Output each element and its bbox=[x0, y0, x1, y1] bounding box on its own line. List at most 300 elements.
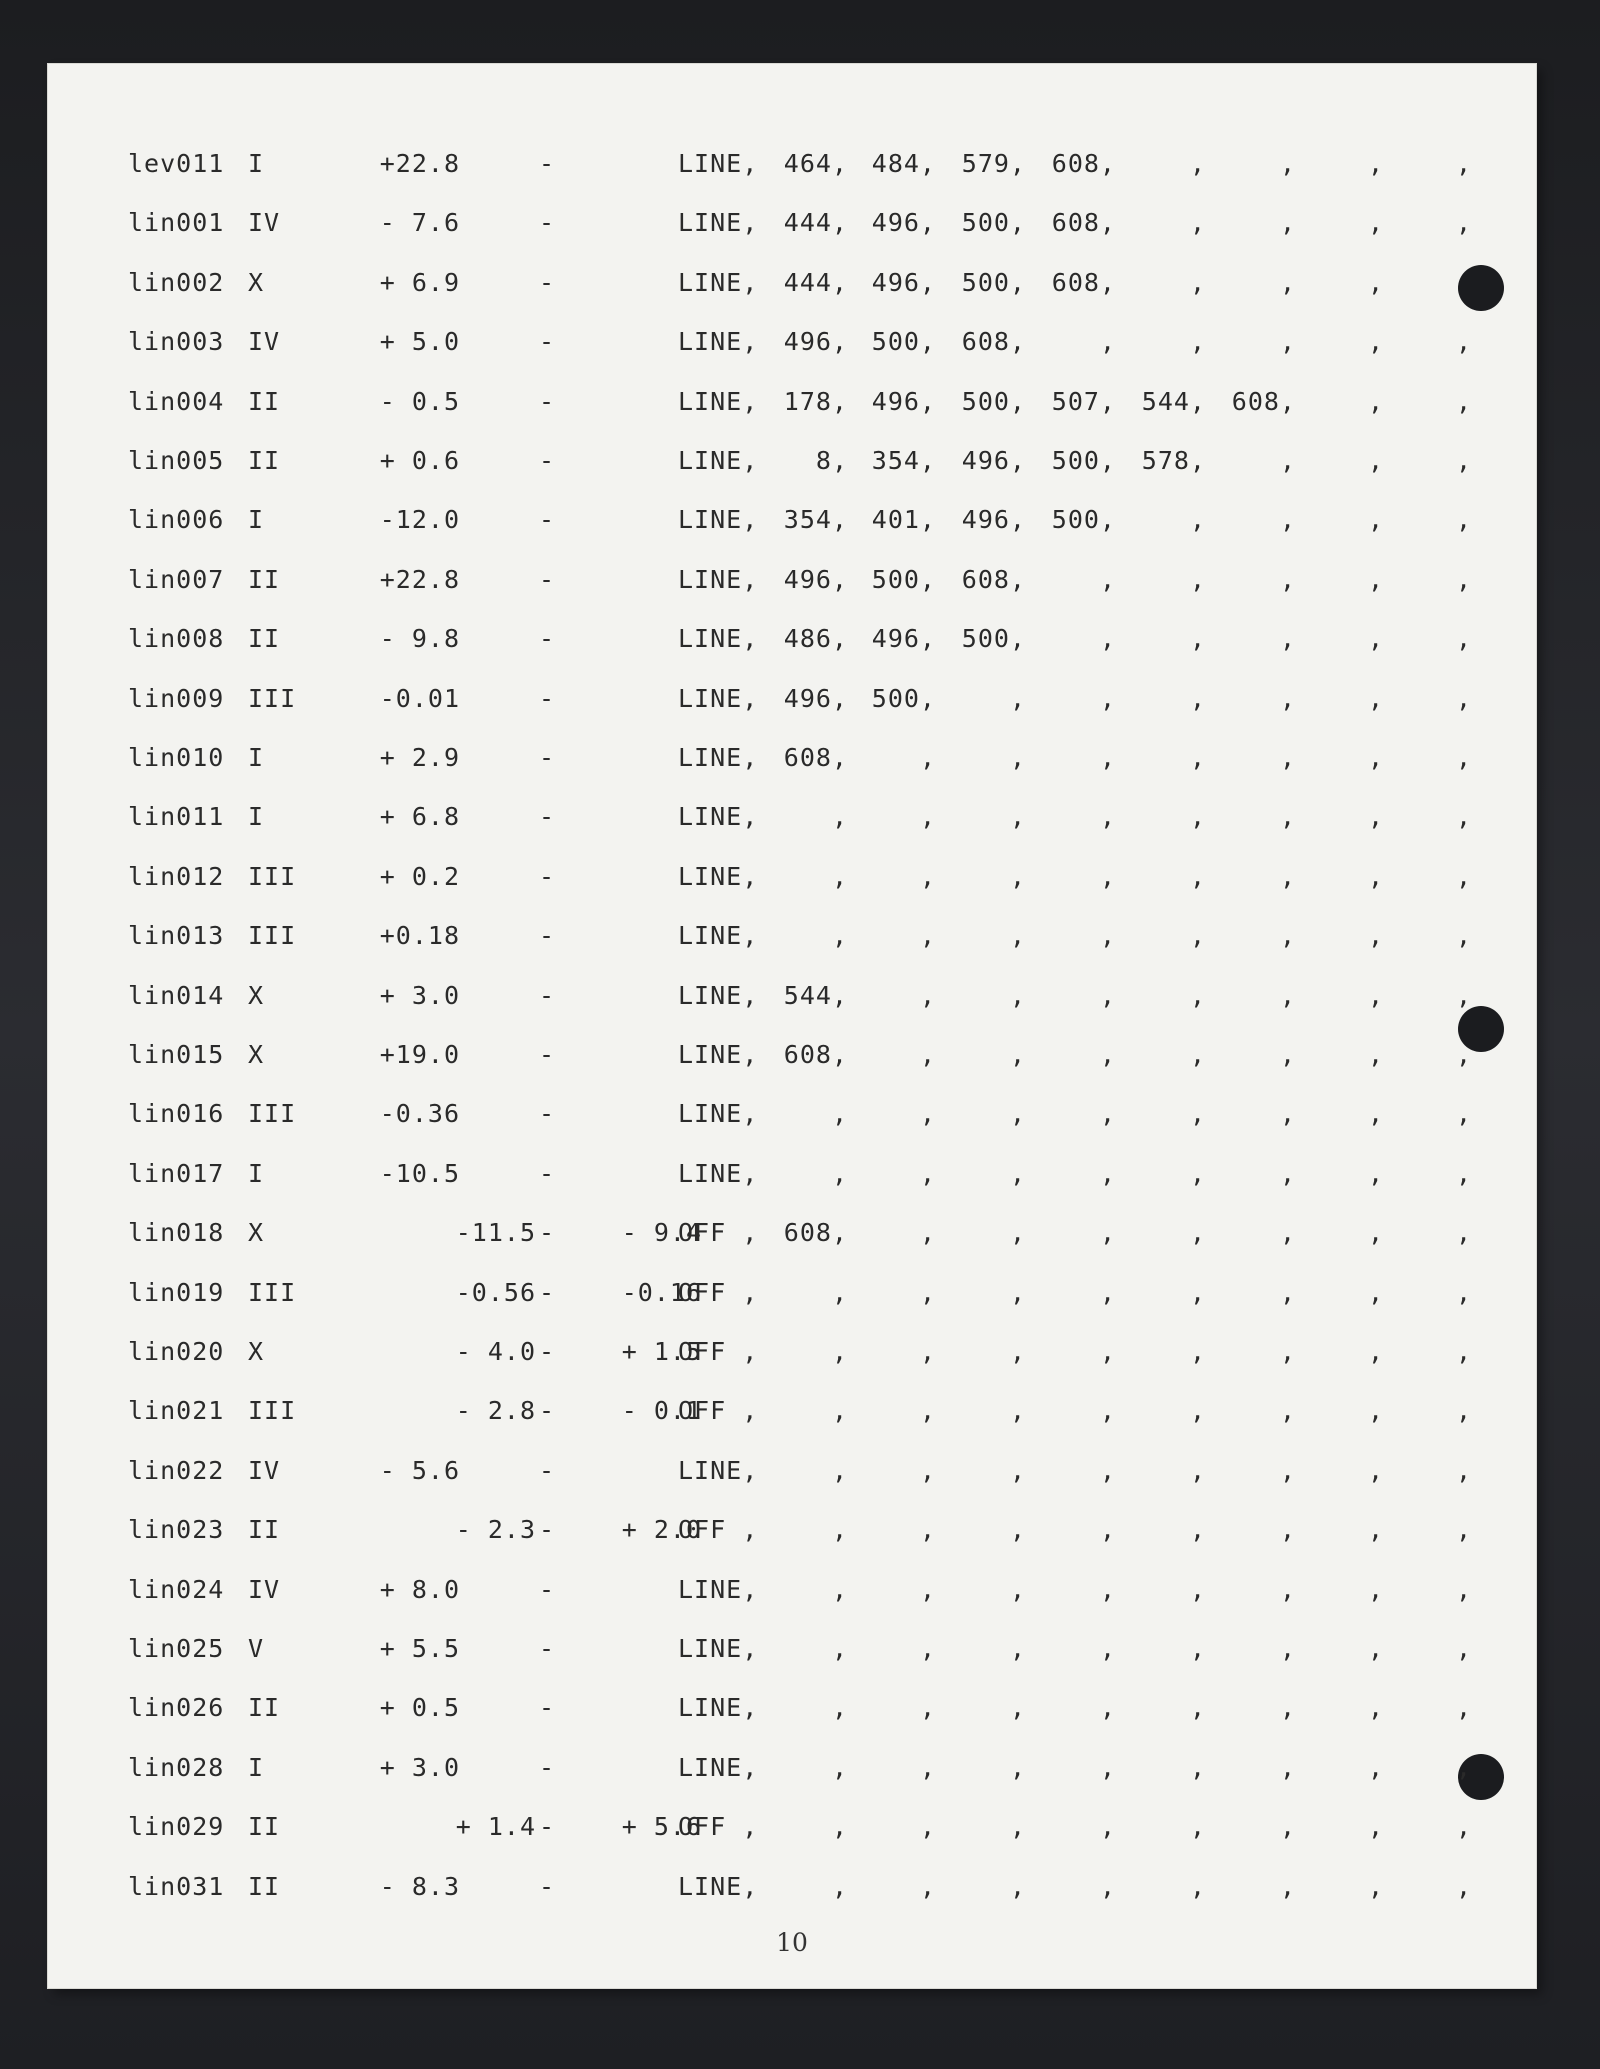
line-mode: LINE, bbox=[678, 1574, 759, 1604]
channel-cell: , bbox=[1009, 1812, 1026, 1842]
line-class: III bbox=[248, 861, 297, 891]
channel-cell: , bbox=[919, 1218, 936, 1248]
channel-cell: 500, bbox=[961, 208, 1026, 238]
channel-cell: , bbox=[1009, 1871, 1026, 1901]
channel-cell: , bbox=[1099, 1337, 1116, 1366]
line-class: II bbox=[248, 564, 281, 594]
channel-cell: , bbox=[1279, 624, 1296, 654]
channel-cell: 608, bbox=[783, 743, 848, 772]
channel-cell: , bbox=[1189, 267, 1206, 297]
channel-cell: , bbox=[1455, 149, 1472, 178]
channel-cell: , bbox=[1189, 327, 1206, 357]
line-mode: LINE, bbox=[678, 1099, 759, 1129]
channel-cell: 608, bbox=[1051, 149, 1116, 178]
line-id: lin003 bbox=[128, 327, 225, 357]
table-row bbox=[48, 443, 1536, 479]
channel-cell: , bbox=[1009, 1337, 1026, 1366]
line-id: lin004 bbox=[128, 386, 225, 416]
table-row bbox=[48, 1631, 1536, 1667]
channel-cell: , bbox=[831, 1574, 848, 1604]
line-id: lev011 bbox=[128, 149, 225, 178]
channel-cell: , bbox=[1279, 1693, 1296, 1723]
line-class: II bbox=[248, 624, 281, 654]
channel-cell: , bbox=[1279, 1812, 1296, 1842]
channel-cell: , bbox=[1279, 1099, 1296, 1129]
channel-cell: , bbox=[831, 1158, 848, 1188]
channel-cell: , bbox=[919, 1871, 936, 1901]
line-class: II bbox=[248, 1515, 281, 1545]
line-value: +19.0 bbox=[379, 1040, 460, 1069]
channel-cell: , bbox=[1367, 1158, 1384, 1188]
channel-cell: 354, bbox=[783, 505, 848, 535]
channel-cell: , bbox=[1279, 1515, 1296, 1545]
channel-cell: , bbox=[1367, 1871, 1384, 1901]
table-row bbox=[48, 1215, 1536, 1251]
table-row bbox=[48, 1393, 1536, 1429]
channel-cell: , bbox=[1367, 1634, 1384, 1663]
range-dash: - bbox=[538, 980, 556, 1010]
range-dash: - bbox=[538, 1277, 556, 1307]
channel-cell: 496, bbox=[871, 386, 936, 416]
channel-cell: , bbox=[1367, 921, 1384, 951]
channel-cell: , bbox=[1189, 1693, 1206, 1723]
channel-cell: 507, bbox=[1051, 386, 1116, 416]
channel-cell: , bbox=[1279, 802, 1296, 832]
table-row bbox=[48, 205, 1536, 241]
range-dash: - bbox=[538, 683, 556, 713]
channel-cell: , bbox=[831, 1455, 848, 1485]
channel-cell: , bbox=[1189, 208, 1206, 238]
channel-cell: , bbox=[831, 1634, 848, 1663]
line-mode: LINE, bbox=[678, 1634, 759, 1663]
channel-cell: 500, bbox=[871, 683, 936, 713]
channel-cell: , bbox=[1367, 1574, 1384, 1604]
line-value: + 5.0 bbox=[379, 327, 460, 357]
table-row bbox=[48, 1690, 1536, 1726]
channel-cell: 500, bbox=[961, 624, 1026, 654]
channel-cell: , bbox=[1455, 1396, 1472, 1426]
channel-cell: , bbox=[1367, 1693, 1384, 1723]
channel-cell: 178, bbox=[783, 386, 848, 416]
line-value: -12.0 bbox=[379, 505, 460, 535]
channel-cell: 496, bbox=[783, 564, 848, 594]
line-value: - 5.6 bbox=[379, 1455, 460, 1485]
channel-cell: , bbox=[1367, 267, 1384, 297]
line-class: II bbox=[248, 1693, 281, 1723]
channel-cell: , bbox=[1099, 861, 1116, 891]
channel-cell: , bbox=[1455, 1218, 1472, 1248]
channel-cell: , bbox=[1189, 1158, 1206, 1188]
line-value: - 8.3 bbox=[379, 1871, 460, 1901]
table-row bbox=[48, 1869, 1536, 1905]
range-dash: - bbox=[538, 1218, 556, 1248]
line-class: IV bbox=[248, 1455, 281, 1485]
channel-cell: , bbox=[1455, 1871, 1472, 1901]
range-dash: - bbox=[538, 564, 556, 594]
line-mode: LINE, bbox=[678, 743, 759, 772]
channel-cell: , bbox=[1367, 446, 1384, 475]
line-mode: OFF , bbox=[678, 1277, 759, 1307]
channel-cell: 500, bbox=[961, 386, 1026, 416]
range-low: -11.5 bbox=[455, 1218, 536, 1248]
channel-cell: , bbox=[1099, 1752, 1116, 1782]
channel-cell: , bbox=[919, 1574, 936, 1604]
channel-cell: , bbox=[1367, 1515, 1384, 1545]
channel-cell: , bbox=[1455, 861, 1472, 891]
channel-cell: , bbox=[1099, 1277, 1116, 1307]
document-page bbox=[48, 64, 1536, 1988]
channel-cell: , bbox=[831, 1515, 848, 1545]
table-row bbox=[48, 1512, 1536, 1548]
channel-cell: , bbox=[1099, 1396, 1116, 1426]
range-dash: - bbox=[538, 861, 556, 891]
channel-cell: 496, bbox=[961, 505, 1026, 535]
line-id: lin017 bbox=[128, 1158, 225, 1188]
table-row bbox=[48, 1156, 1536, 1192]
channel-cell: , bbox=[1455, 1634, 1472, 1663]
line-mode: LINE, bbox=[678, 1693, 759, 1723]
line-value: +22.8 bbox=[379, 149, 460, 178]
channel-cell: , bbox=[1099, 921, 1116, 951]
range-dash: - bbox=[538, 1158, 556, 1188]
channel-cell: 496, bbox=[871, 267, 936, 297]
line-class: I bbox=[248, 743, 265, 772]
channel-cell: 496, bbox=[871, 624, 936, 654]
line-id: lin016 bbox=[128, 1099, 225, 1129]
channel-cell: , bbox=[1099, 1634, 1116, 1663]
channel-cell: , bbox=[1455, 564, 1472, 594]
channel-cell: , bbox=[1279, 1634, 1296, 1663]
line-id: lin024 bbox=[128, 1574, 225, 1604]
channel-cell: 608, bbox=[1051, 208, 1116, 238]
table-row bbox=[48, 324, 1536, 360]
range-low: - 2.3 bbox=[455, 1515, 536, 1545]
channel-cell: , bbox=[1189, 564, 1206, 594]
table-row bbox=[48, 1453, 1536, 1489]
line-value: +0.18 bbox=[379, 921, 460, 951]
range-dash: - bbox=[538, 1040, 556, 1069]
channel-cell: , bbox=[1189, 1277, 1206, 1307]
line-class: V bbox=[248, 1634, 265, 1663]
channel-cell: , bbox=[1455, 1693, 1472, 1723]
channel-cell: , bbox=[1367, 327, 1384, 357]
channel-cell: , bbox=[1455, 1574, 1472, 1604]
channel-cell: , bbox=[1009, 1455, 1026, 1485]
channel-cell: 608, bbox=[783, 1218, 848, 1248]
line-mode: LINE, bbox=[678, 683, 759, 713]
range-dash: - bbox=[538, 1396, 556, 1426]
line-id: lin026 bbox=[128, 1693, 225, 1723]
line-value: + 6.9 bbox=[379, 267, 460, 297]
channel-cell: , bbox=[1189, 1515, 1206, 1545]
line-id: lin015 bbox=[128, 1040, 225, 1069]
channel-cell: , bbox=[1279, 446, 1296, 475]
channel-cell: , bbox=[1009, 1099, 1026, 1129]
channel-cell: , bbox=[1279, 1752, 1296, 1782]
channel-cell: , bbox=[1189, 743, 1206, 772]
channel-cell: , bbox=[1455, 1752, 1472, 1782]
channel-cell: , bbox=[831, 861, 848, 891]
channel-cell: 401, bbox=[871, 505, 936, 535]
channel-cell: , bbox=[919, 1812, 936, 1842]
channel-cell: 500, bbox=[871, 327, 936, 357]
channel-cell: , bbox=[1455, 1515, 1472, 1545]
channel-cell: , bbox=[1455, 1812, 1472, 1842]
range-dash: - bbox=[538, 505, 556, 535]
table-row bbox=[48, 1572, 1536, 1608]
channel-cell: , bbox=[1279, 1871, 1296, 1901]
channel-cell: , bbox=[1367, 743, 1384, 772]
channel-cell: , bbox=[1279, 980, 1296, 1010]
channel-cell: 579, bbox=[961, 149, 1026, 178]
line-value: + 0.5 bbox=[379, 1693, 460, 1723]
channel-cell: , bbox=[1367, 1099, 1384, 1129]
channel-cell: , bbox=[919, 743, 936, 772]
channel-cell: , bbox=[1099, 1693, 1116, 1723]
range-dash: - bbox=[538, 1871, 556, 1901]
line-value: +22.8 bbox=[379, 564, 460, 594]
table-row bbox=[48, 621, 1536, 657]
channel-cell: , bbox=[831, 1812, 848, 1842]
line-id: lin002 bbox=[128, 267, 225, 297]
channel-cell: , bbox=[1279, 1218, 1296, 1248]
table-row bbox=[48, 978, 1536, 1014]
table-row bbox=[48, 1037, 1536, 1073]
line-mode: LINE, bbox=[678, 505, 759, 535]
channel-cell: , bbox=[1189, 1871, 1206, 1901]
channel-cell: , bbox=[1279, 1040, 1296, 1069]
channel-cell: , bbox=[1009, 1515, 1026, 1545]
channel-cell: 444, bbox=[783, 267, 848, 297]
range-high: + 1.5 bbox=[621, 1337, 702, 1366]
line-value: -10.5 bbox=[379, 1158, 460, 1188]
channel-cell: 500, bbox=[1051, 505, 1116, 535]
channel-cell: 578, bbox=[1141, 446, 1206, 475]
channel-cell: , bbox=[1099, 564, 1116, 594]
channel-cell: , bbox=[1009, 1158, 1026, 1188]
channel-cell: , bbox=[1367, 149, 1384, 178]
channel-cell: , bbox=[1189, 1040, 1206, 1069]
line-value: + 2.9 bbox=[379, 743, 460, 772]
channel-cell: , bbox=[1009, 1396, 1026, 1426]
channel-cell: , bbox=[831, 921, 848, 951]
channel-cell: , bbox=[1189, 1396, 1206, 1426]
channel-cell: , bbox=[1189, 980, 1206, 1010]
table-row bbox=[48, 1275, 1536, 1311]
line-class: X bbox=[248, 980, 265, 1010]
channel-cell: 484, bbox=[871, 149, 936, 178]
channel-cell: , bbox=[1009, 683, 1026, 713]
channel-cell: , bbox=[1367, 1277, 1384, 1307]
range-dash: - bbox=[538, 1634, 556, 1663]
channel-cell: , bbox=[1099, 1515, 1116, 1545]
line-id: lin020 bbox=[128, 1337, 225, 1366]
channel-cell: , bbox=[1455, 1337, 1472, 1366]
channel-cell: , bbox=[1189, 1574, 1206, 1604]
line-value: + 8.0 bbox=[379, 1574, 460, 1604]
range-dash: - bbox=[538, 1574, 556, 1604]
line-class: X bbox=[248, 1040, 265, 1069]
line-class: II bbox=[248, 386, 281, 416]
range-dash: - bbox=[538, 149, 556, 178]
channel-cell: , bbox=[1367, 1040, 1384, 1069]
channel-cell: 608, bbox=[961, 564, 1026, 594]
channel-cell: 608, bbox=[783, 1040, 848, 1069]
channel-cell: , bbox=[831, 1871, 848, 1901]
channel-cell: , bbox=[1367, 1337, 1384, 1366]
line-mode: OFF , bbox=[678, 1396, 759, 1426]
channel-cell: , bbox=[1455, 743, 1472, 772]
line-mode: LINE, bbox=[678, 267, 759, 297]
channel-cell: , bbox=[1279, 921, 1296, 951]
channel-cell: , bbox=[1099, 802, 1116, 832]
channel-cell: , bbox=[831, 1752, 848, 1782]
line-mode: LINE, bbox=[678, 980, 759, 1010]
channel-cell: , bbox=[919, 1515, 936, 1545]
channel-cell: , bbox=[1189, 1099, 1206, 1129]
line-class: I bbox=[248, 1752, 265, 1782]
channel-cell: , bbox=[831, 1396, 848, 1426]
channel-cell: , bbox=[1099, 1871, 1116, 1901]
table-row bbox=[48, 799, 1536, 835]
channel-cell: , bbox=[1367, 683, 1384, 713]
range-dash: - bbox=[538, 624, 556, 654]
page-number: 10 bbox=[776, 1928, 808, 1957]
line-value: + 0.2 bbox=[379, 861, 460, 891]
channel-cell: , bbox=[1099, 743, 1116, 772]
range-high: + 2.0 bbox=[621, 1515, 702, 1545]
line-class: I bbox=[248, 505, 265, 535]
line-id: lin021 bbox=[128, 1396, 225, 1426]
line-class: X bbox=[248, 1337, 265, 1366]
line-value: + 3.0 bbox=[379, 980, 460, 1010]
channel-cell: , bbox=[1099, 683, 1116, 713]
channel-cell: , bbox=[1189, 1337, 1206, 1366]
line-mode: LINE, bbox=[678, 802, 759, 832]
line-value: + 6.8 bbox=[379, 802, 460, 832]
range-dash: - bbox=[538, 1099, 556, 1129]
channel-cell: , bbox=[1009, 1634, 1026, 1663]
range-dash: - bbox=[538, 327, 556, 357]
channel-cell: , bbox=[919, 1752, 936, 1782]
range-dash: - bbox=[538, 921, 556, 951]
channel-cell: , bbox=[919, 802, 936, 832]
channel-cell: 500, bbox=[1051, 446, 1116, 475]
channel-cell: , bbox=[1189, 1634, 1206, 1663]
channel-cell: , bbox=[1455, 208, 1472, 238]
channel-cell: , bbox=[919, 1158, 936, 1188]
channel-cell: 544, bbox=[1141, 386, 1206, 416]
range-dash: - bbox=[538, 1752, 556, 1782]
channel-cell: , bbox=[1279, 1158, 1296, 1188]
table-row bbox=[48, 1809, 1536, 1845]
line-value: - 9.8 bbox=[379, 624, 460, 654]
channel-cell: , bbox=[919, 1040, 936, 1069]
channel-cell: 496, bbox=[961, 446, 1026, 475]
channel-cell: 608, bbox=[1051, 267, 1116, 297]
range-dash: - bbox=[538, 1455, 556, 1485]
channel-cell: , bbox=[1099, 624, 1116, 654]
line-mode: LINE, bbox=[678, 861, 759, 891]
table-row bbox=[48, 562, 1536, 598]
range-high: - 9.4 bbox=[621, 1218, 702, 1248]
range-low: - 4.0 bbox=[455, 1337, 536, 1366]
channel-cell: , bbox=[1189, 1218, 1206, 1248]
channel-cell: , bbox=[1189, 802, 1206, 832]
channel-cell: , bbox=[1099, 980, 1116, 1010]
channel-cell: , bbox=[919, 921, 936, 951]
line-class: I bbox=[248, 1158, 265, 1188]
channel-cell: , bbox=[1367, 1218, 1384, 1248]
channel-cell: , bbox=[1189, 624, 1206, 654]
channel-cell: , bbox=[1009, 1277, 1026, 1307]
table-row bbox=[48, 384, 1536, 420]
table-row bbox=[48, 265, 1536, 301]
channel-cell: , bbox=[919, 1337, 936, 1366]
line-class: I bbox=[248, 802, 265, 832]
line-mode: OFF , bbox=[678, 1218, 759, 1248]
channel-cell: , bbox=[1099, 1812, 1116, 1842]
range-dash: - bbox=[538, 1515, 556, 1545]
range-dash: - bbox=[538, 386, 556, 416]
channel-cell: , bbox=[1455, 327, 1472, 357]
table-row bbox=[48, 681, 1536, 717]
channel-cell: , bbox=[1099, 1158, 1116, 1188]
range-dash: - bbox=[538, 743, 556, 772]
line-id: lin023 bbox=[128, 1515, 225, 1545]
channel-cell: , bbox=[1367, 1812, 1384, 1842]
channel-cell: , bbox=[919, 1396, 936, 1426]
channel-cell: , bbox=[1455, 1099, 1472, 1129]
channel-cell: , bbox=[1279, 327, 1296, 357]
line-class: IV bbox=[248, 208, 281, 238]
channel-cell: 608, bbox=[961, 327, 1026, 357]
channel-cell: , bbox=[1455, 1158, 1472, 1188]
channel-cell: 500, bbox=[871, 564, 936, 594]
line-class: II bbox=[248, 446, 281, 475]
channel-cell: , bbox=[1009, 921, 1026, 951]
line-mode: LINE, bbox=[678, 446, 759, 475]
channel-cell: , bbox=[1367, 861, 1384, 891]
channel-cell: , bbox=[1189, 1812, 1206, 1842]
line-class: III bbox=[248, 1099, 297, 1129]
channel-cell: , bbox=[1189, 921, 1206, 951]
channel-cell: , bbox=[1279, 1277, 1296, 1307]
range-dash: - bbox=[538, 1337, 556, 1366]
line-mode: LINE, bbox=[678, 149, 759, 178]
channel-cell: , bbox=[1455, 980, 1472, 1010]
channel-cell: , bbox=[919, 1634, 936, 1663]
channel-cell: , bbox=[831, 802, 848, 832]
channel-cell: , bbox=[831, 1693, 848, 1723]
channel-cell: , bbox=[1279, 861, 1296, 891]
channel-cell: , bbox=[1455, 624, 1472, 654]
channel-cell: , bbox=[1189, 683, 1206, 713]
line-class: IV bbox=[248, 327, 281, 357]
table-row bbox=[48, 1334, 1536, 1370]
channel-cell: , bbox=[1189, 861, 1206, 891]
range-dash: - bbox=[538, 208, 556, 238]
channel-cell: , bbox=[1279, 208, 1296, 238]
channel-cell: , bbox=[1279, 1396, 1296, 1426]
line-id: lin011 bbox=[128, 802, 225, 832]
channel-cell: 496, bbox=[783, 327, 848, 357]
channel-cell: , bbox=[1455, 1455, 1472, 1485]
channel-cell: , bbox=[1367, 980, 1384, 1010]
channel-cell: , bbox=[1455, 505, 1472, 535]
line-mode: LINE, bbox=[678, 1040, 759, 1069]
line-class: IV bbox=[248, 1574, 281, 1604]
